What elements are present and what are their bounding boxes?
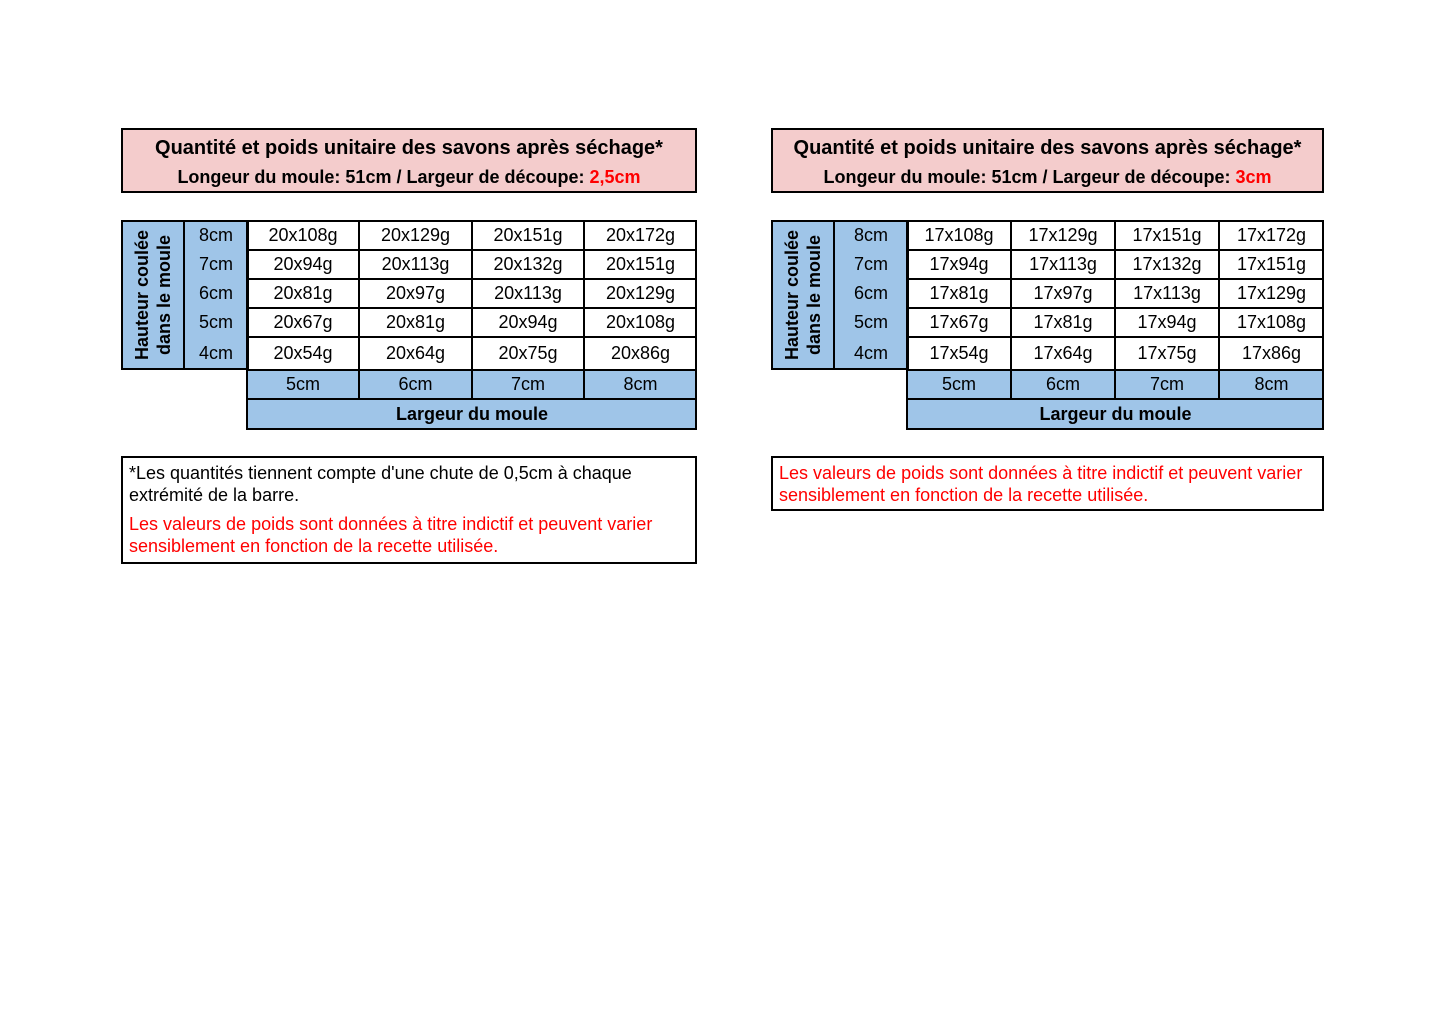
row-header: 5cm	[835, 308, 907, 337]
value-cell: 20x132g	[493, 254, 563, 274]
table-subtitle	[123, 158, 695, 186]
value-cell: 17x54g	[929, 343, 989, 363]
grid-line	[583, 220, 585, 399]
row-header: 8cm	[835, 220, 907, 250]
row-axis-label-box	[121, 220, 185, 370]
value-cell: 20x129g	[380, 224, 451, 245]
row-header: 4cm	[835, 337, 907, 370]
value-cell: 17x67g	[929, 312, 989, 332]
note-weights-warning: Les valeurs de poids sont données à titre indictif et peuvent varier sensiblement en fonction de la recette utilisée.	[779, 463, 1303, 505]
grid-line	[907, 278, 1324, 280]
note-box-right	[771, 456, 1324, 511]
col-header: 8cm	[1219, 370, 1324, 399]
col-header: 8cm	[584, 370, 697, 399]
col-header: 5cm	[907, 370, 1011, 399]
note-quantities: *Les quantités tiennent compte d'une chute de 0,5cm à chaque extrémité de la barre.	[129, 463, 632, 505]
value-cell: 17x151g	[1132, 224, 1202, 245]
value-cell: 20x67g	[273, 312, 333, 332]
grid-line	[1114, 220, 1116, 399]
value-cell: 17x132g	[1132, 254, 1202, 274]
grid-line	[1218, 220, 1220, 399]
col-axis-label: Largeur du moule	[247, 399, 697, 430]
row-header: 8cm	[185, 220, 247, 250]
cut-width-value: 2,5cm	[589, 167, 641, 187]
value-cell: 20x94g	[273, 254, 333, 274]
value-cell: 17x129g	[1028, 224, 1098, 245]
value-cell: 17x64g	[1033, 343, 1093, 363]
value-cell: 20x151g	[605, 254, 676, 274]
cut-width-value: 3cm	[1235, 167, 1272, 187]
row-axis-label: Hauteur coulée dans le moule	[132, 229, 175, 361]
grid-line	[907, 336, 1324, 338]
value-cell: 20x75g	[498, 343, 558, 363]
subtitle-prefix: Longeur du moule: 51cm / Largeur de découpe:	[177, 167, 590, 187]
table-subtitle	[773, 158, 1322, 186]
note-box-left	[121, 456, 697, 564]
grid-line	[1010, 220, 1012, 399]
value-cell: 17x113g	[1133, 283, 1201, 303]
table-header-left	[121, 128, 697, 193]
row-header: 4cm	[185, 337, 247, 370]
soap-table-panel-right	[771, 128, 1324, 505]
value-cell: 20x81g	[273, 283, 333, 303]
soap-table-panel-left	[121, 128, 697, 556]
row-axis-label: Hauteur coulée dans le moule	[782, 229, 825, 361]
row-header: 6cm	[185, 279, 247, 308]
col-header: 7cm	[472, 370, 584, 399]
value-cell: 20x54g	[273, 343, 333, 363]
col-header: 5cm	[247, 370, 359, 399]
value-cell: 20x151g	[493, 224, 563, 245]
value-cell: 20x94g	[498, 312, 558, 332]
table-header-right	[771, 128, 1324, 193]
row-header: 7cm	[185, 250, 247, 279]
value-cell: 17x94g	[929, 254, 989, 274]
col-header: 6cm	[1011, 370, 1115, 399]
note-weights-warning: Les valeurs de poids sont données à titre indictif et peuvent varier sensiblement en fonction de la recette utilisée.	[129, 514, 653, 556]
value-cell: 17x81g	[1033, 312, 1093, 332]
value-cell: 20x113g	[494, 283, 562, 303]
value-cell: 20x86g	[610, 343, 671, 363]
row-header: 7cm	[835, 250, 907, 279]
value-cell: 17x151g	[1236, 254, 1307, 274]
grid-line	[358, 220, 360, 399]
grid-line	[471, 220, 473, 399]
value-cell: 17x108g	[924, 224, 994, 245]
row-axis-label-box	[771, 220, 835, 370]
grid-line	[907, 249, 1324, 251]
row-header: 6cm	[835, 279, 907, 308]
value-cell: 17x113g	[1029, 254, 1097, 274]
value-cell: 17x86g	[1241, 343, 1302, 363]
value-cell: 20x108g	[268, 224, 338, 245]
value-cell: 20x97g	[385, 283, 446, 303]
grid-line	[907, 307, 1324, 309]
value-cell: 17x81g	[929, 283, 989, 303]
table-title: Quantité et poids unitaire des savons après séchage*	[793, 137, 1302, 159]
value-cell: 17x75g	[1137, 343, 1197, 363]
value-cell: 17x172g	[1236, 224, 1307, 245]
subtitle-prefix: Longeur du moule: 51cm / Largeur de découpe:	[823, 167, 1236, 187]
row-header: 5cm	[185, 308, 247, 337]
table-title: Quantité et poids unitaire des savons après séchage*	[155, 137, 663, 159]
value-cell: 17x97g	[1033, 283, 1093, 303]
col-header: 6cm	[359, 370, 472, 399]
value-cell: 17x129g	[1236, 283, 1307, 303]
value-cell: 20x64g	[385, 343, 446, 363]
value-cell: 20x172g	[605, 224, 676, 245]
value-cell: 20x129g	[605, 283, 676, 303]
quantity-grid-right	[771, 220, 1324, 430]
col-header: 7cm	[1115, 370, 1219, 399]
value-cell: 20x108g	[605, 312, 676, 332]
grid-line	[907, 398, 1324, 400]
col-axis-label: Largeur du moule	[907, 399, 1324, 430]
quantity-grid-left	[121, 220, 697, 430]
value-cell: 17x108g	[1236, 312, 1307, 332]
value-cell: 17x94g	[1137, 312, 1197, 332]
value-cell: 20x81g	[385, 312, 446, 332]
value-cell: 20x113g	[381, 254, 450, 274]
